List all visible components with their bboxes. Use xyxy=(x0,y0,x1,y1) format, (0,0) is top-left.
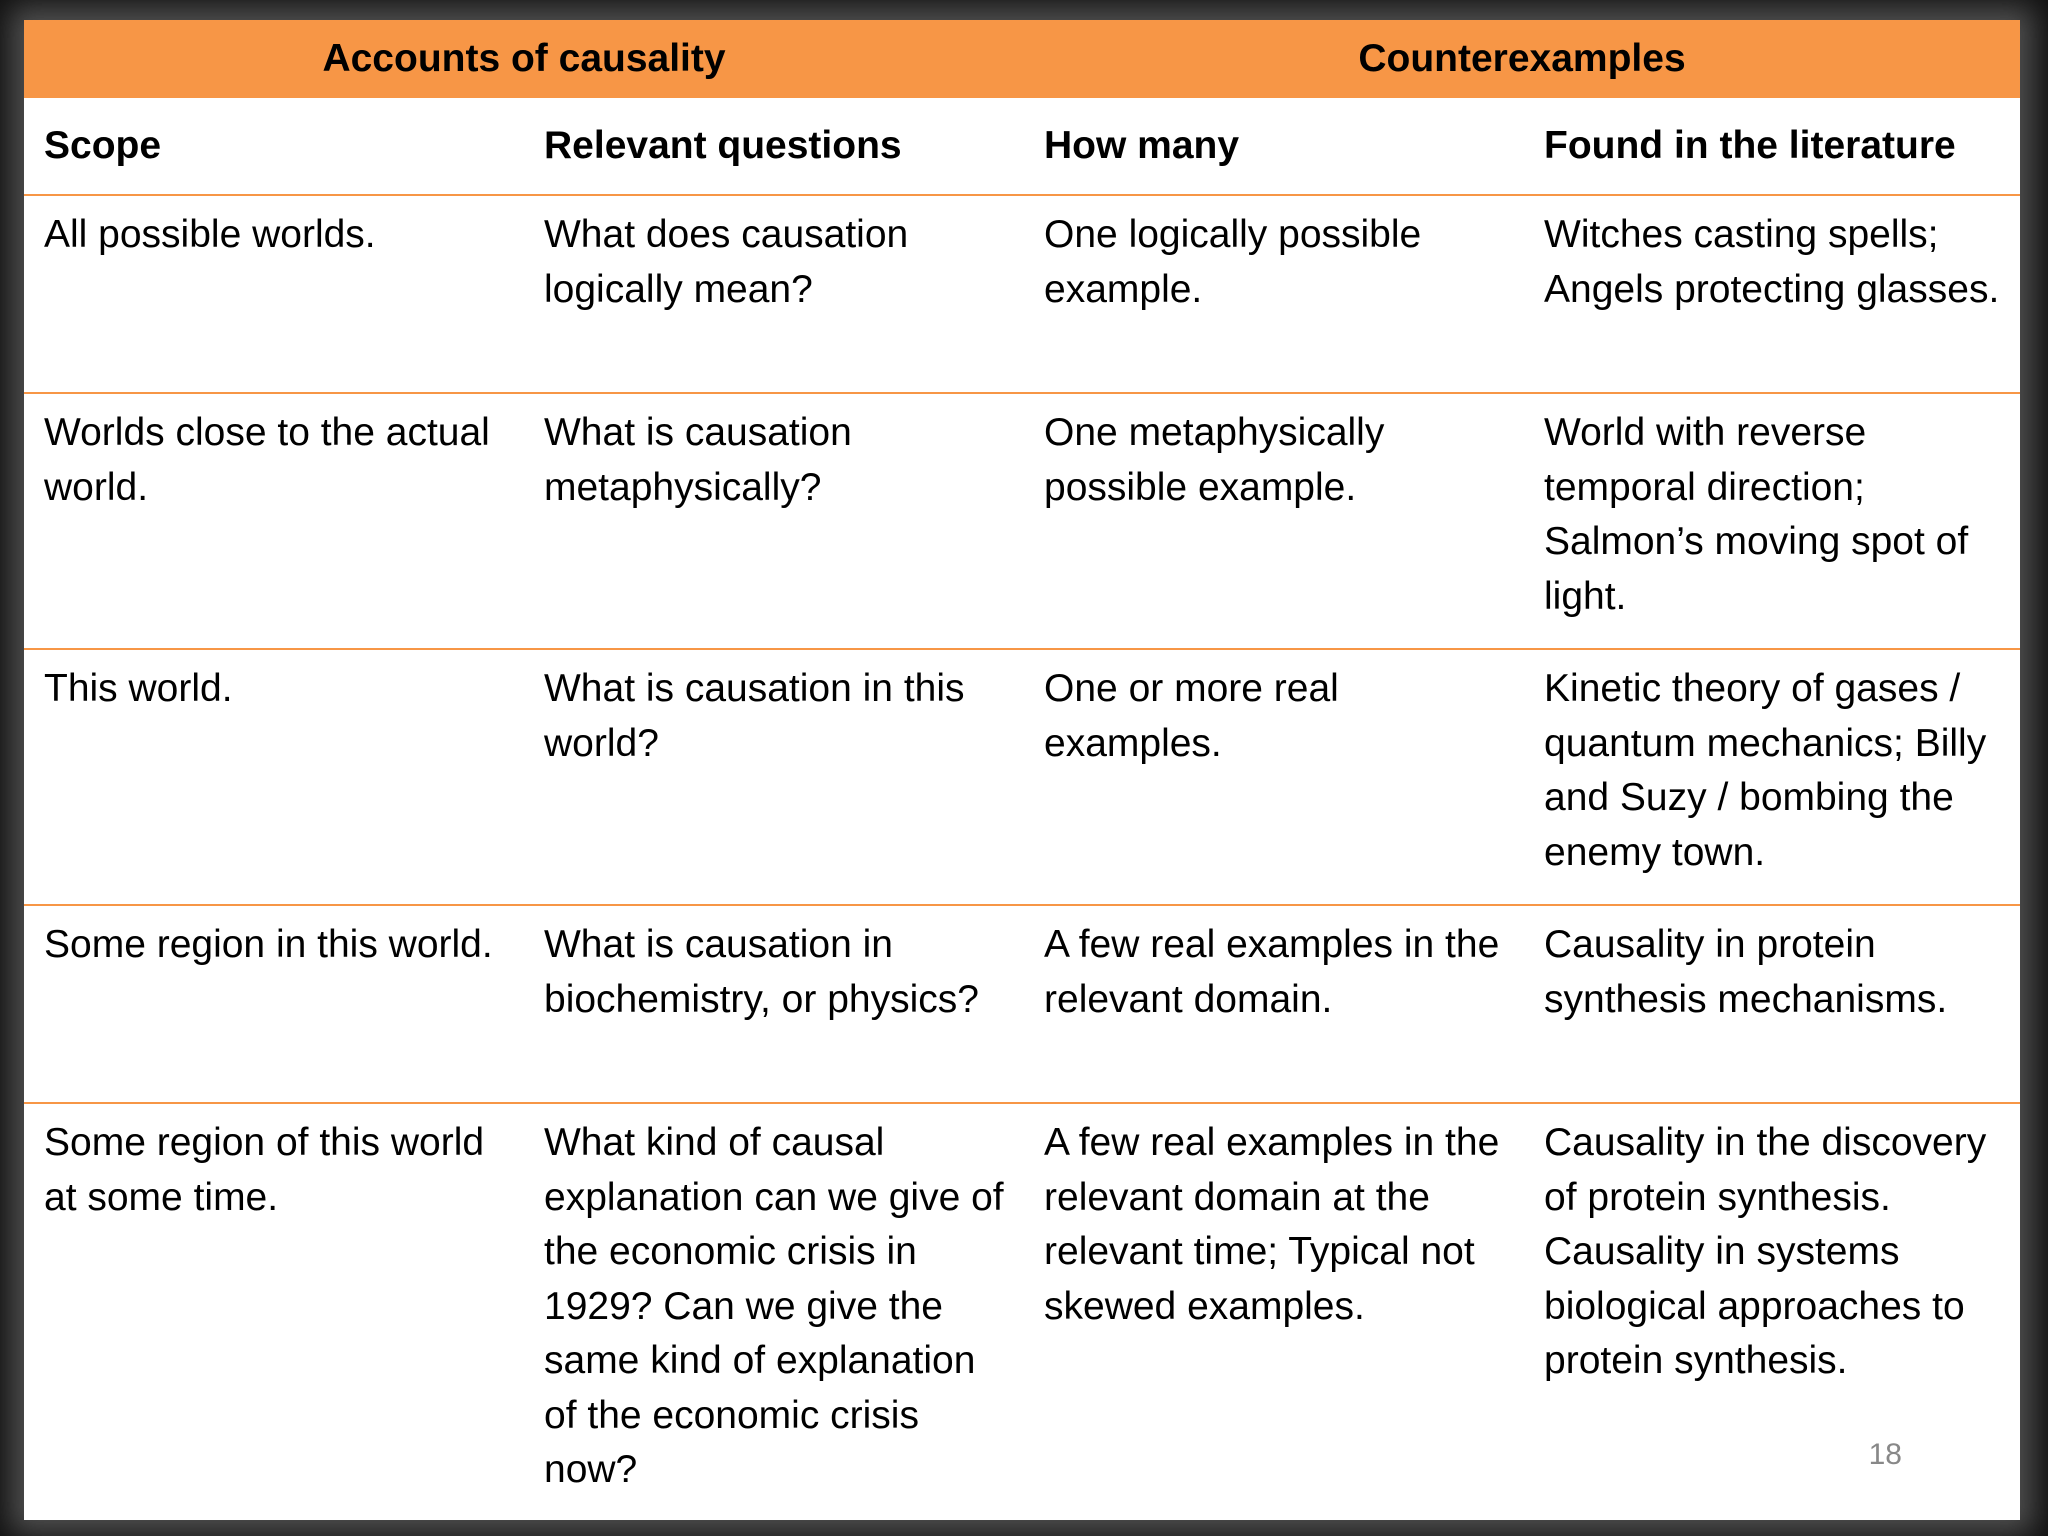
cell-how-many: One metaphysically possible example. xyxy=(1024,393,1524,649)
cell-how-many: One or more real examples. xyxy=(1024,649,1524,905)
column-header-scope: Scope xyxy=(24,98,524,195)
page-number: 18 xyxy=(1868,1438,1902,1471)
cell-scope: Some region in this world. xyxy=(24,905,524,1103)
column-header-how-many: How many xyxy=(1024,98,1524,195)
cell-literature: Kinetic theory of gases / quantum mechanics; Billy and Suzy / bombing the enemy town. xyxy=(1524,649,2020,905)
column-header-row xyxy=(24,98,2020,195)
cell-literature: Causality in protein synthesis mechanisms. xyxy=(1524,905,2020,1103)
column-header-found-in-literature: Found in the literature xyxy=(1524,98,2020,195)
table-row xyxy=(24,905,2020,1103)
table-row xyxy=(24,649,2020,905)
cell-question: What does causation logically mean? xyxy=(524,195,1024,393)
cell-scope: All possible worlds. xyxy=(24,195,524,393)
cell-question: What is causation in biochemistry, or physics? xyxy=(524,905,1024,1103)
group-header-accounts: Accounts of causality xyxy=(24,20,1024,98)
cell-literature: World with reverse temporal direction; Salmon’s moving spot of light. xyxy=(1524,393,2020,649)
table-row xyxy=(24,393,2020,649)
cell-how-many: A few real examples in the relevant domain. xyxy=(1024,905,1524,1103)
causality-table xyxy=(24,20,2020,1520)
cell-scope: Some region of this world at some time. xyxy=(44,1121,485,1219)
cell-literature: Witches casting spells; Angels protecting glasses. xyxy=(1524,195,2020,393)
cell-literature: Causality in the discovery of protein synthesis. Causality in systems biological approaches to protein synthesis. xyxy=(1544,1121,1987,1382)
group-header-row xyxy=(24,20,2020,98)
slide xyxy=(24,20,2020,1520)
cell-question: What is causation metaphysically? xyxy=(524,393,1024,649)
cell-question: What is causation in this world? xyxy=(524,649,1024,905)
table-row xyxy=(24,1103,2020,1520)
cell-scope: Worlds close to the actual world. xyxy=(24,393,524,649)
cell-scope: This world. xyxy=(24,649,524,905)
cell-how-many: A few real examples in the relevant domain at the relevant time; Typical not skewed examples. xyxy=(1044,1121,1500,1328)
cell-question: What kind of causal explanation can we give of the economic crisis in 1929? Can we give the same kind of explanation of the economic crisis now? xyxy=(544,1121,1004,1491)
column-header-relevant-questions: Relevant questions xyxy=(524,98,1024,195)
table-row xyxy=(24,195,2020,393)
group-header-counterexamples: Counterexamples xyxy=(1024,20,2020,98)
cell-how-many: One logically possible example. xyxy=(1024,195,1524,393)
